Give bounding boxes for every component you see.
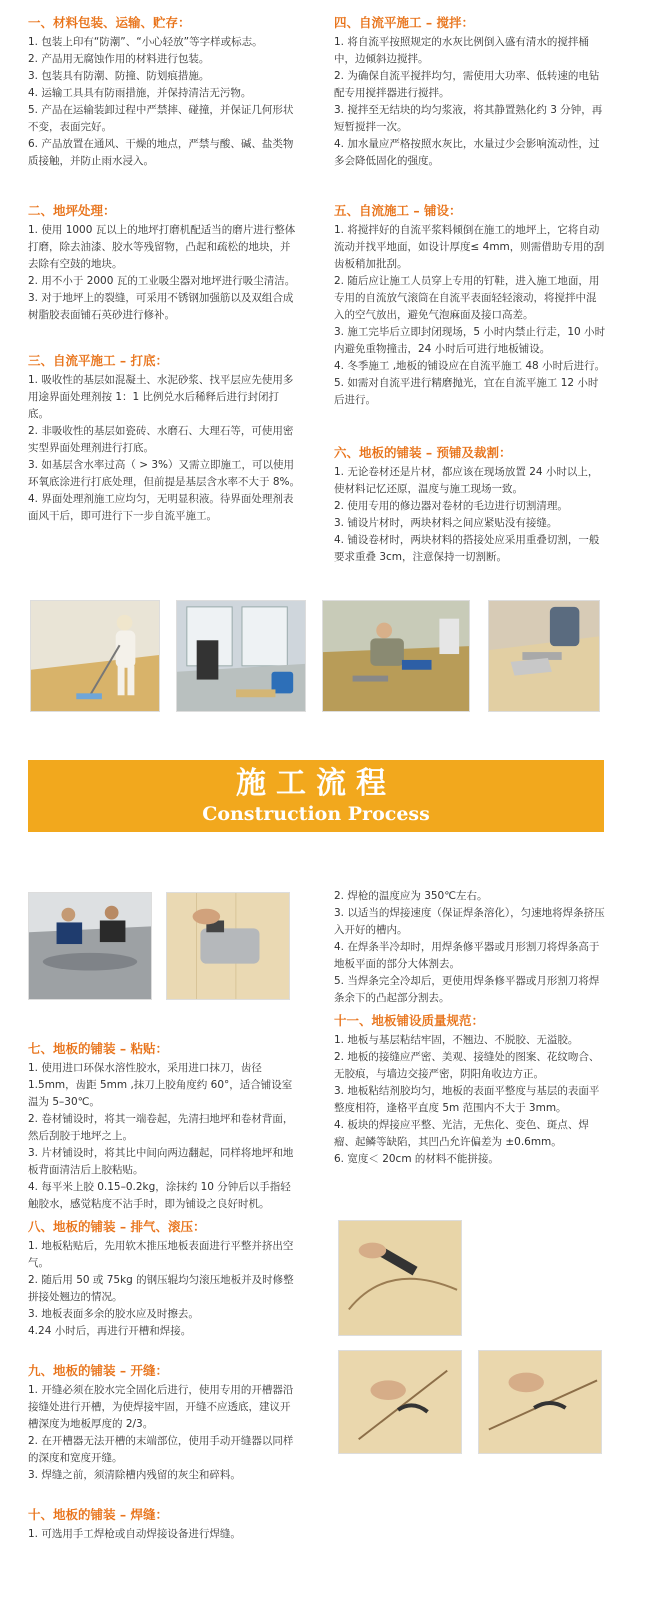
list-item: 1. 使用 1000 瓦以上的地坪打磨机配适当的磨片进行整体打磨，除去油漆、胶水等残留物，凸起和疏松的地块，并去除有空鼓的地块。 bbox=[28, 224, 296, 270]
list-item: 2. 用不小于 2000 瓦的工业吸尘器对地坪进行吸尘清洁。 bbox=[28, 275, 296, 287]
list-item: 4. 冬季施工 ,地板的铺设应在自流平施工 48 小时后进行。 bbox=[334, 360, 606, 372]
list-item: 1. 吸收性的基层如混凝土、水泥砂浆、找平层应先使用多用途界面处理剂按 1：1 比例兑水后稀释后进行封闭打底。 bbox=[28, 374, 294, 420]
section-title: 九、地板的铺装 – 开缝： bbox=[28, 1363, 168, 1378]
list-item: 3. 包装具有防潮、防撞、防划痕措施。 bbox=[28, 70, 210, 82]
photo-welding-seam bbox=[338, 1220, 462, 1336]
list-item: 2. 焊枪的温度应为 350℃左右。 bbox=[334, 890, 488, 902]
photo-workers-unrolling bbox=[28, 892, 152, 1000]
list-item: 2. 卷材铺设时，将其一端卷起，先清扫地坪和卷材背面，然后刮胶于地坪之上。 bbox=[28, 1113, 294, 1142]
list-item: 4. 加水量应严格按照水灰比，水量过少会影响流动性，过多会降低固化的强度。 bbox=[334, 138, 600, 167]
list-item: 3. 地板表面多余的胶水应及时擦去。 bbox=[28, 1308, 199, 1320]
list-item: 5. 当焊条完全冷却后，更使用焊条修平器或月形割刀将焊条余下的凸起部分割去。 bbox=[334, 975, 600, 1004]
section-title: 一、材料包装、运输、贮存： bbox=[28, 15, 191, 30]
section-title: 二、地坪处理： bbox=[28, 203, 116, 218]
list-item: 1. 开缝必须在胶水完全固化后进行，使用专用的开槽器沿接缝处进行开槽，为使焊接牢固，开缝不应透底，建议开槽深度为地板厚度的 2/3。 bbox=[28, 1384, 294, 1430]
list-item: 1. 地板与基层粘结牢固，不翘边、不脱胶、无溢胶。 bbox=[334, 1034, 579, 1046]
banner-title-en: Construction Process bbox=[202, 803, 430, 825]
section-title: 五、自流施工 – 铺设： bbox=[334, 203, 462, 218]
list-item: 1. 将搅拌好的自流平浆料倾倒在施工的地坪上，它将自动流动并找平地面，如设计厚度≤ 4mm，则需借助专用的刮齿板稍加批刮。 bbox=[334, 224, 605, 270]
section-welding bbox=[28, 1506, 300, 1543]
photo-trimming-seam-2 bbox=[478, 1350, 602, 1454]
list-item: 4. 每平米上胶 0.15–0.2kg，涂抹约 10 分钟后以手指轻触胶水，感觉粘度不沾手时，即为铺设之良好时机。 bbox=[28, 1181, 291, 1210]
list-item: 1. 使用进口环保水溶性胶水，采用进口抹刀，齿径 1.5mm，齿距 5mm ,抹刀上胶角度约 60°，适合铺设室温为 5–30℃。 bbox=[28, 1062, 293, 1108]
photo-trowel-spreading bbox=[488, 600, 600, 712]
list-item: 2. 产品用无腐蚀作用的材料进行包装。 bbox=[28, 53, 210, 65]
list-item: 3. 施工完毕后立即封闭现场，5 小时内禁止行走，10 小时内避免重物撞击，24 小时后可进行地板铺设。 bbox=[334, 326, 606, 355]
list-item: 4. 铺设卷材时，两块材料的搭接处应采用重叠切割，一般要求重叠 3cm，注意保持一切割断。 bbox=[334, 534, 600, 563]
section-title: 十、地板的铺装 – 焊缝： bbox=[28, 1507, 168, 1522]
photo-trimming-seam-1 bbox=[338, 1350, 462, 1454]
list-item: 2. 非吸收性的基层如瓷砖、水磨石、大理石等，可使用密实型界面处理剂进行打底。 bbox=[28, 425, 294, 454]
section-rolling bbox=[28, 1218, 300, 1340]
list-item: 3. 焊缝之前，须清除槽内残留的灰尘和碎料。 bbox=[28, 1469, 241, 1481]
banner-title-cn: 施工流程 bbox=[236, 766, 396, 801]
list-item: 2. 随后应让施工人员穿上专用的钉鞋，进入施工地面，用专用的自流放气滚筒在自流平表面轻轻滚动，将搅拌中混入的空气放出，避免气泡麻面及接口高差。 bbox=[334, 275, 600, 321]
list-item: 1. 将自流平按照规定的水灰比例倒入盛有清水的搅拌桶中，边倾斜边搅拌。 bbox=[334, 36, 589, 65]
section-mixing bbox=[334, 14, 606, 170]
list-item: 1. 可选用手工焊枪或自动焊接设备进行焊缝。 bbox=[28, 1528, 241, 1540]
list-item: 3. 搅拌至无结块的均匀浆液，将其静置熟化约 3 分钟，再短暂搅拌一次。 bbox=[334, 104, 603, 133]
list-item: 1. 无论卷材还是片材，都应该在现场放置 24 小时以上，使材料记忆还原，温度与施工现场一致。 bbox=[334, 466, 599, 495]
section-quality bbox=[334, 1012, 606, 1168]
list-item: 6. 宽度＜ 20cm 的材料不能拼接。 bbox=[334, 1153, 499, 1165]
list-item: 4. 界面处理剂施工应均匀，无明显积液。待界面处理剂表面风干后，即可进行下一步自流平施工。 bbox=[28, 493, 294, 522]
list-item: 2. 随后用 50 或 75kg 的钢压辊均匀滚压地板并及时修整拼接处翘边的情况。 bbox=[28, 1274, 294, 1303]
section-primer bbox=[28, 352, 300, 525]
list-item: 6. 产品放置在通风、干燥的地点，严禁与酸、碱、盐类物质接触，并防止雨水浸入。 bbox=[28, 138, 294, 167]
section-title: 三、自流平施工 – 打底： bbox=[28, 353, 168, 368]
photo-mixing-bucket bbox=[176, 600, 306, 712]
section-gluing bbox=[28, 1040, 300, 1213]
list-item: 2. 在开槽器无法开槽的末端部位，使用手动开缝器以同样的深度和宽度开缝。 bbox=[28, 1435, 294, 1464]
section-title: 四、自流平施工 – 搅拌： bbox=[334, 15, 474, 30]
list-item: 2. 使用专用的修边器对卷材的毛边进行切割清理。 bbox=[334, 500, 568, 512]
list-item: 5. 产品在运输装卸过程中严禁摔、碰撞，并保证几何形状不变，表面完好。 bbox=[28, 104, 294, 133]
list-item: 4. 板块的焊接应平整、光洁，无焦化、变色、斑点、焊瘤、起鳞等缺陷，其凹凸允许偏差为 ±0.6mm。 bbox=[334, 1119, 589, 1148]
list-item: 4.24 小时后，再进行开槽和焊接。 bbox=[28, 1325, 192, 1337]
list-item: 1. 包装上印有“防潮”、“小心轻放”等字样或标志。 bbox=[28, 36, 263, 48]
list-item: 3. 对于地坪上的裂缝，可采用不锈钢加强筋以及双组合成树脂胶表面铺石英砂进行修补。 bbox=[28, 292, 294, 321]
list-item: 2. 地板的接缝应严密、美观、接缝处的图案、花纹吻合、无胶痕，与墙边交接严密，阴阳角收边方正。 bbox=[334, 1051, 600, 1080]
section-cutting bbox=[334, 444, 606, 566]
list-item: 3. 如基层含水率过高（ > 3%）又需立即施工，可以使用环氧底涂进行打底处理，但前提是基层含水率不大于 8%。 bbox=[28, 459, 300, 488]
section-floor-prep bbox=[28, 202, 300, 324]
list-item: 3. 以适当的焊接速度（保证焊条溶化），匀速地将焊条挤压入开好的槽内。 bbox=[334, 907, 605, 936]
section-title: 十一、地板铺设质量规范： bbox=[334, 1013, 485, 1028]
list-item: 2. 为确保自流平搅拌均匀，需使用大功率、低转速的电钻配专用搅拌器进行搅拌。 bbox=[334, 70, 600, 99]
section-laying bbox=[334, 202, 606, 409]
list-item: 5. 如需对自流平进行精磨抛光，宜在自流平施工 12 小时后进行。 bbox=[334, 377, 599, 406]
list-item: 4. 在焊条半冷却时，用焊条修平器或月形割刀将焊条高于地板平面的部分大体割去。 bbox=[334, 941, 600, 970]
section-title: 七、地板的铺装 – 粘贴： bbox=[28, 1041, 168, 1056]
list-item: 3. 片材铺设时，将其比中间向两边翻起，同样将地坪和地板背面清洁后上胶粘贴。 bbox=[28, 1147, 294, 1176]
photo-worker-kneeling bbox=[322, 600, 470, 712]
photo-grooving-tool bbox=[166, 892, 290, 1000]
section-welding-continued bbox=[334, 888, 606, 1007]
list-item: 4. 运输工具具有防雨措施，并保持清洁无污物。 bbox=[28, 87, 252, 99]
section-grooving bbox=[28, 1362, 300, 1484]
section-title: 八、地板的铺装 – 排气、滚压： bbox=[28, 1219, 206, 1234]
section-materials bbox=[28, 14, 300, 170]
list-item: 3. 铺设片材时，两块材料之间应紧贴没有接缝。 bbox=[334, 517, 558, 529]
photo-worker-rolling bbox=[30, 600, 160, 712]
list-item: 3. 地板粘结剂胶均匀，地板的表面平整度与基层的表面平整度相符，逢格平直度 5m 范围内不大于 3mm。 bbox=[334, 1085, 600, 1114]
list-item: 1. 地板粘贴后，先用软木推压地板表面进行平整并挤出空气。 bbox=[28, 1240, 294, 1269]
section-title: 六、地板的铺装 – 预铺及裁割： bbox=[334, 445, 512, 460]
construction-process-banner bbox=[28, 760, 604, 832]
